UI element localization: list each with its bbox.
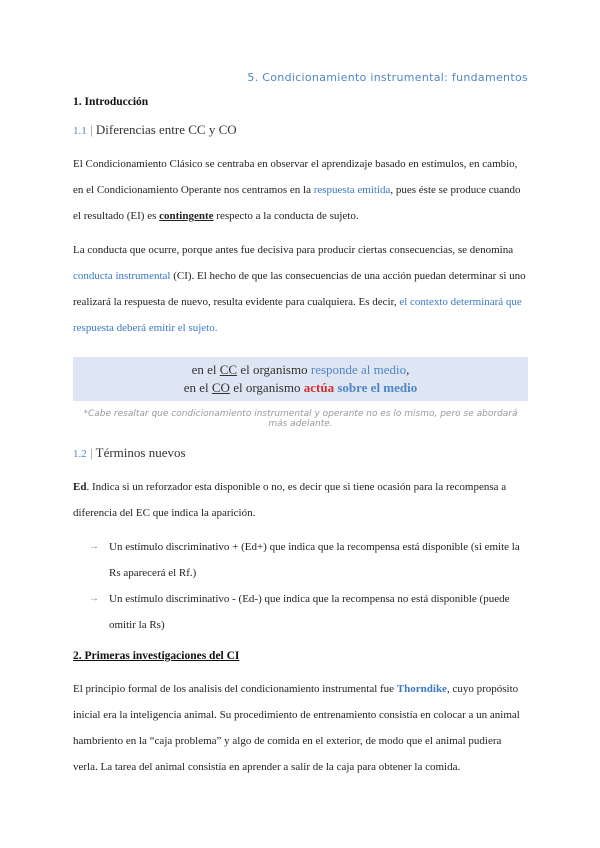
highlight-respuesta-emitida: respuesta emitida (313, 184, 391, 196)
document-content (73, 96, 528, 788)
text-run: , cuyo propósito inicial era la inteligencia animal. Su procedimiento de entrenamiento consistía en colocar a un animal hambriento en la “caja problema” y algo de comida en el exterior, de modo que el animal pudiera verla. La tarea del animal consistía en aprender a salir de la caja para obtener la comida. (73, 683, 520, 773)
section-2-title-text: 2. Primeras investigaciones del CI (73, 650, 240, 662)
text-run: el organismo (229, 380, 304, 395)
section-1-title: 1. Introducción (73, 96, 149, 108)
text-run: en el (191, 362, 220, 377)
paragraph-thorndike (73, 676, 528, 780)
term-ed: Ed (73, 481, 87, 493)
text-run: El Condicionamiento Clásico se centraba en observar el aprendizaje basado en estímulos, en cambio, en el Condicionamiento Operante nos centramos en la (73, 158, 518, 196)
list-item (73, 586, 528, 638)
highlight-contexto: el contexto determinará que respuesta deberá emitir el sujeto. (73, 296, 522, 334)
text-run: El principio formal de los analisis del condicionamiento instrumental fue (73, 683, 397, 695)
highlight-actua: actúa (303, 380, 335, 395)
subsection-label: Diferencias entre CC y CO (95, 122, 237, 137)
subsection-1-1-title (73, 122, 528, 138)
subsection-number: 1.2 (73, 448, 87, 460)
text-run: , (406, 362, 410, 377)
box-line-1 (73, 361, 528, 379)
subsection-1-2-title (73, 445, 528, 461)
subsection-separator: | (90, 122, 93, 137)
section-2-title (73, 650, 528, 662)
footnote: *Cabe resaltar que condicionamiento instrumental y operante no es lo mismo, pero se abordará más adelante. (83, 409, 518, 429)
term-co: CO (211, 380, 230, 395)
page-header-title: 5. Condicionamiento instrumental: fundamentos (247, 71, 528, 84)
box-line-2 (73, 379, 528, 397)
highlight-box (73, 357, 528, 401)
paragraph-cc-vs-co (73, 151, 528, 229)
highlight-responde: responde al medio (310, 362, 407, 377)
text-run: , pues éste se produce cuando el resultado (EI) es (73, 184, 521, 222)
arrow-icon: → (89, 593, 99, 604)
text-run: La conducta que ocurre, porque antes fue decisiva para producir ciertas consecuencias, se denomina (73, 244, 514, 256)
text-run: el organismo (237, 362, 311, 377)
list-item-text: Un estímulo discriminativo - (Ed-) que indica que la recompensa no está disponible (puede omitir la Rs) (109, 593, 510, 631)
paragraph-conducta-instrumental (73, 237, 528, 341)
highlight-sobre-el-medio: sobre el medio (334, 380, 418, 395)
paragraph-ed (73, 474, 528, 526)
subsection-separator: | (90, 445, 93, 460)
subsection-number: 1.1 (73, 125, 87, 137)
arrow-list (73, 534, 528, 638)
text-run: en el (183, 380, 212, 395)
arrow-icon: → (89, 541, 99, 552)
highlight-thorndike: Thorndike (396, 683, 447, 695)
underlined-contingente: contingente (159, 210, 214, 222)
list-item (73, 534, 528, 586)
term-cc: CC (219, 362, 238, 377)
text-run: (CI). El hecho de que las consecuencias de una acción puedan determinar si uno realizará la respuesta de nuevo, resulta evidente para cualquiera. Es decir, (73, 270, 526, 308)
highlight-conducta-instrumental: conducta instrumental (73, 270, 171, 282)
subsection-label: Términos nuevos (95, 445, 186, 460)
text-run: . Indica si un reforzador esta disponible o no, es decir que si tiene ocasión para la recompensa a diferencia del EC que indica la aparición. (73, 481, 507, 519)
list-item-text: Un estímulo discriminativo + (Ed+) que indica que la recompensa está disponible (si emite la Rs aparecerá el Rf.) (109, 541, 520, 579)
text-run: respecto a la conducta de sujeto. (213, 210, 359, 222)
